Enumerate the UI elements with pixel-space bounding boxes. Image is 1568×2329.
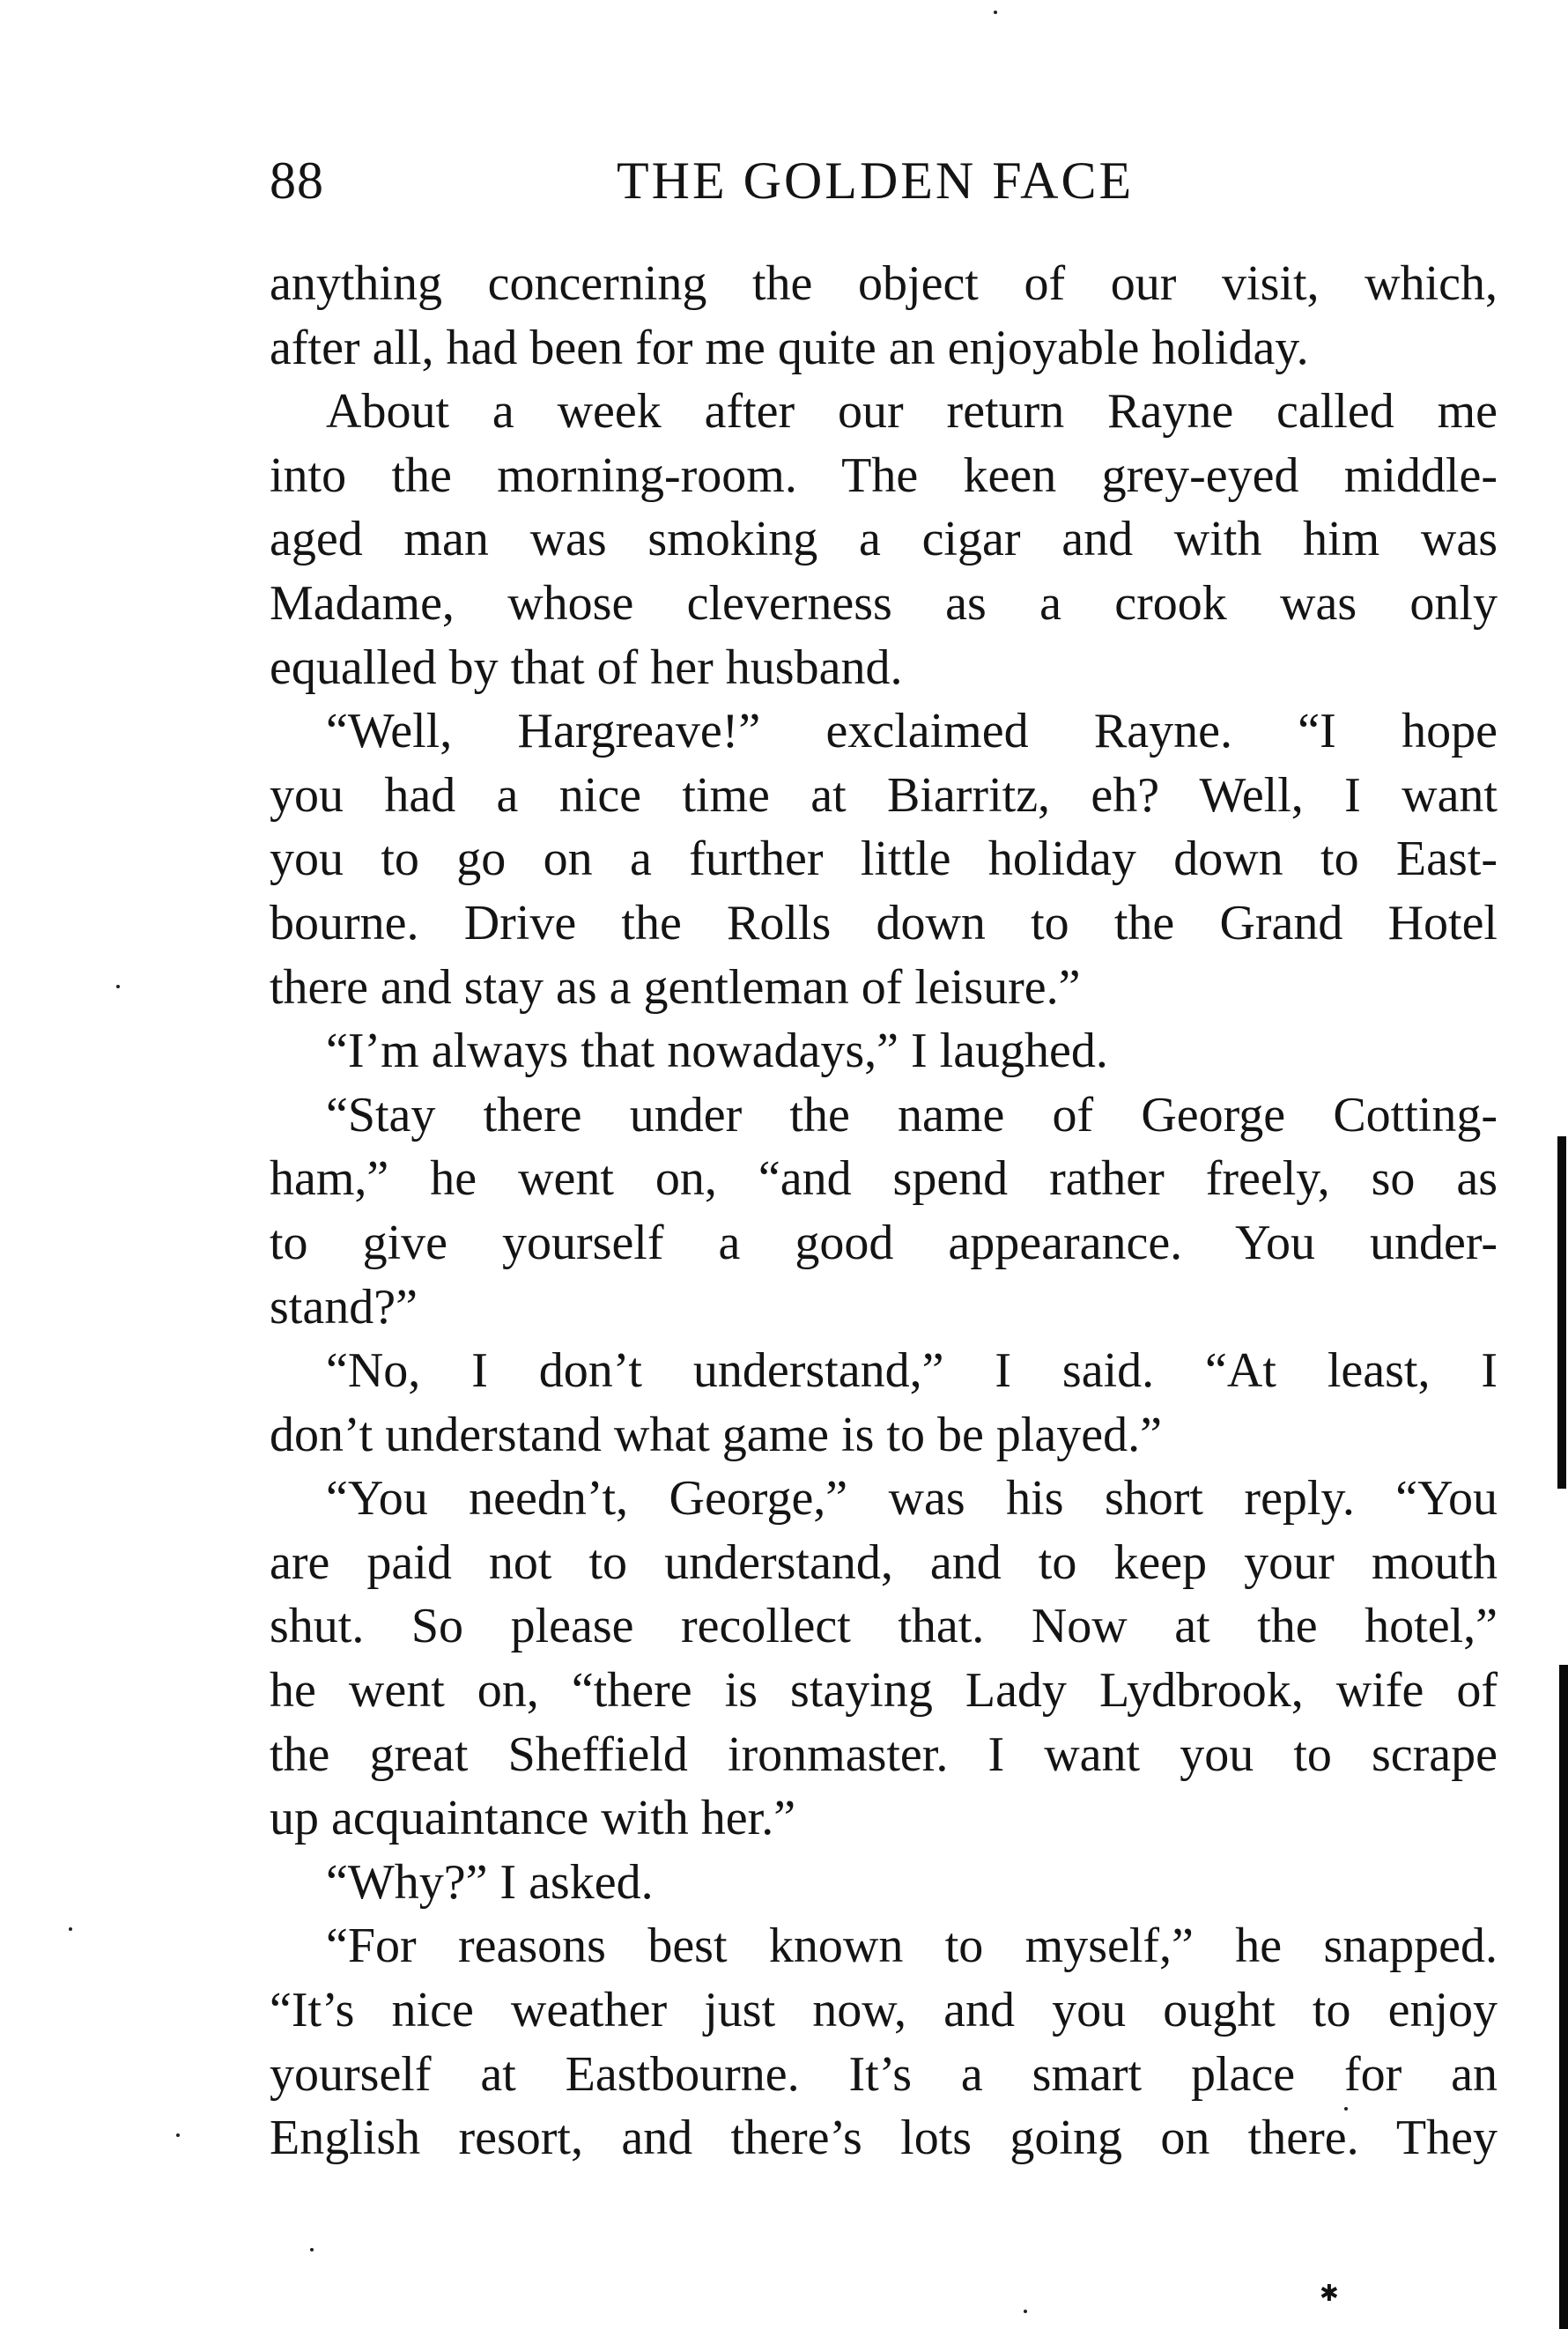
- text-line: to give yourself a good appearance. You under-: [270, 1215, 1498, 1270]
- text-line: “No, I don’t understand,” I said. “At least, I: [326, 1343, 1498, 1399]
- text-line: the great Sheffield ironmaster. I want you to scrape: [270, 1726, 1498, 1782]
- text-line: “I’m always that nowadays,” I laughed.: [326, 1024, 1108, 1079]
- text-line: equalled by that of her husband.: [270, 640, 903, 695]
- scan-speck: [1344, 2107, 1348, 2111]
- scan-speck: [994, 11, 997, 14]
- text-line: he went on, “there is staying Lady Lydbrook, wife of: [270, 1663, 1498, 1719]
- page-header: [270, 145, 1498, 216]
- text-line: Madame, whose cleverness as a crook was only: [270, 575, 1498, 631]
- text-line: are paid not to understand, and to keep your mouth: [270, 1534, 1498, 1590]
- text-line: there and stay as a gentleman of leisure.”: [270, 959, 1081, 1015]
- text-line: “Why?” I asked.: [326, 1854, 654, 1910]
- text-line: About a week after our return Rayne called me: [326, 384, 1498, 440]
- text-line: yourself at Eastbourne. It’s a smart place for an: [270, 2046, 1498, 2102]
- text-line: “For reasons best known to myself,” he snapped.: [326, 1919, 1498, 1974]
- scan-edge-mark: [1559, 1665, 1568, 2329]
- scan-speck: [176, 2133, 180, 2137]
- running-title: THE GOLDEN FACE: [617, 152, 1135, 210]
- page-number: 88: [270, 152, 324, 210]
- text-line: “You needn’t, George,” was his short reply. “You: [326, 1471, 1498, 1527]
- text-line: shut. So please recollect that. Now at the hotel,”: [270, 1599, 1498, 1654]
- text-line: English resort, and there’s lots going on there. They: [270, 2111, 1498, 2166]
- text-line: up acquaintance with her.”: [270, 1791, 796, 1846]
- text-line: “It’s nice weather just now, and you ought to enjoy: [270, 1983, 1498, 2038]
- scan-edge-mark: [1557, 1136, 1566, 1489]
- text-line: aged man was smoking a cigar and with him was: [270, 512, 1498, 567]
- text-line: ham,” he went on, “and spend rather freely, so as: [270, 1151, 1498, 1207]
- text-line: into the morning-room. The keen grey-eyed middle-: [270, 447, 1498, 503]
- scan-speck: [310, 2248, 314, 2251]
- scan-speck: [116, 985, 120, 988]
- scan-speck: [1024, 2310, 1027, 2313]
- text-line: after all, had been for me quite an enjoyable holiday.: [270, 320, 1309, 375]
- text-line: you had a nice time at Biarritz, eh? Well, I want: [270, 767, 1498, 823]
- text-line: bourne. Drive the Rolls down to the Grand Hotel: [270, 895, 1498, 950]
- text-line: “Stay there under the name of George Cotting-: [326, 1087, 1498, 1142]
- scan-speck: [69, 1927, 72, 1931]
- printer-ornament: ✱: [1320, 2281, 1339, 2306]
- text-line: stand?”: [270, 1279, 418, 1335]
- text-line: you to go on a further little holiday down to East-: [270, 832, 1498, 887]
- text-line: don’t understand what game is to be played.”: [270, 1407, 1162, 1462]
- text-line: “Well, Hargreave!” exclaimed Rayne. “I hope: [326, 704, 1498, 759]
- text-line: anything concerning the object of our visit, which,: [270, 256, 1498, 311]
- body-text: [270, 252, 1498, 2170]
